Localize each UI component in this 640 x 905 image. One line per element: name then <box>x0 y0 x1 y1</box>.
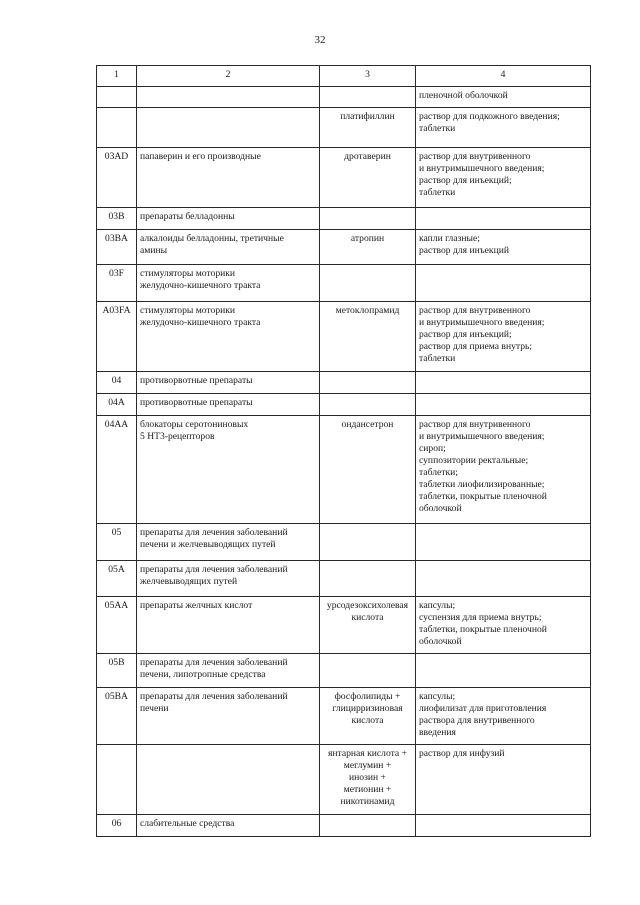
atc-code: 05AA <box>97 597 137 654</box>
dosage-forms: капсулы; суспензия для приема внутрь; таблетки, покрытые пленочной оболочкой <box>416 597 591 654</box>
group-name: папаверин и его производные <box>137 148 320 208</box>
table-row <box>97 230 591 265</box>
group-name: стимуляторы моторики желудочно-кишечного тракта <box>137 265 320 302</box>
substance-name <box>320 265 416 302</box>
column-header-1: 1 <box>97 66 137 87</box>
column-header-4: 4 <box>416 66 591 87</box>
page-number: 32 <box>314 34 326 46</box>
atc-code: 06 <box>97 815 137 837</box>
group-name: стимуляторы моторики желудочно-кишечного тракта <box>137 302 320 372</box>
dosage-forms <box>416 524 591 561</box>
atc-code: 03F <box>97 265 137 302</box>
substance-name <box>320 524 416 561</box>
dosage-forms <box>416 561 591 597</box>
column-header-3: 3 <box>320 66 416 87</box>
substance-name: атропин <box>320 230 416 265</box>
group-name: противорвотные препараты <box>137 372 320 394</box>
atc-code: 04AA <box>97 416 137 524</box>
dosage-forms <box>416 265 591 302</box>
dosage-forms: раствор для внутривенного и внутримышечного введения; раствор для инъекций; таблетки <box>416 148 591 208</box>
atc-code: 05 <box>97 524 137 561</box>
group-name: препараты для лечения заболеваний желчевыводящих путей <box>137 561 320 597</box>
dosage-forms <box>416 654 591 688</box>
dosage-forms: раствор для подкожного введения; таблетки <box>416 108 591 148</box>
table-row <box>97 208 591 230</box>
dosage-forms <box>416 208 591 230</box>
substance-name <box>320 561 416 597</box>
substance-name: метоклопрамид <box>320 302 416 372</box>
group-name <box>137 745 320 815</box>
dosage-forms: капсулы; лиофилизат для приготовления раствора для внутривенного введения <box>416 688 591 745</box>
substance-name: платифиллин <box>320 108 416 148</box>
group-name <box>137 108 320 148</box>
table-row <box>97 302 591 372</box>
table-row <box>97 561 591 597</box>
dosage-forms <box>416 394 591 416</box>
table-row <box>97 654 591 688</box>
table-row <box>97 372 591 394</box>
atc-code: 03B <box>97 208 137 230</box>
drug-table <box>96 65 591 837</box>
dosage-forms: раствор для внутривенного и внутримышечного введения; сироп; суппозитории ректальные; таблетки; таблетки лиофилизированные; таблетки, покрытые пленочной оболочкой <box>416 416 591 524</box>
atc-code: 03BA <box>97 230 137 265</box>
group-name: препараты для лечения заболеваний печени, липотропные средства <box>137 654 320 688</box>
group-name: препараты для лечения заболеваний печени и желчевыводящих путей <box>137 524 320 561</box>
atc-code: 03AD <box>97 148 137 208</box>
substance-name: ондансетрон <box>320 416 416 524</box>
table-row <box>97 688 591 745</box>
substance-name <box>320 394 416 416</box>
atc-code <box>97 108 137 148</box>
column-header-2: 2 <box>137 66 320 87</box>
table-row <box>97 108 591 148</box>
group-name: алкалоиды белладонны, третичные амины <box>137 230 320 265</box>
substance-name: янтарная кислота + меглумин + инозин + метионин + никотинамид <box>320 745 416 815</box>
group-name: препараты белладонны <box>137 208 320 230</box>
group-name: слабительные средства <box>137 815 320 837</box>
substance-name: урсодезоксихолевая кислота <box>320 597 416 654</box>
substance-name <box>320 815 416 837</box>
table-row <box>97 265 591 302</box>
atc-code: 05B <box>97 654 137 688</box>
table-row <box>97 416 591 524</box>
dosage-forms: раствор для внутривенного и внутримышечного введения; раствор для инъекций; раствор для приема внутрь; таблетки <box>416 302 591 372</box>
substance-name <box>320 208 416 230</box>
atc-code: 04 <box>97 372 137 394</box>
header-row <box>97 66 591 87</box>
substance-name <box>320 87 416 108</box>
substance-name <box>320 372 416 394</box>
group-name: препараты для лечения заболеваний печени <box>137 688 320 745</box>
atc-code: 05BA <box>97 688 137 745</box>
dosage-forms: капли глазные; раствор для инъекций <box>416 230 591 265</box>
dosage-forms <box>416 372 591 394</box>
atc-code: 04A <box>97 394 137 416</box>
table-row <box>97 394 591 416</box>
substance-name: дротаверин <box>320 148 416 208</box>
atc-code <box>97 745 137 815</box>
table-row <box>97 815 591 837</box>
atc-code: 05A <box>97 561 137 597</box>
group-name: препараты желчных кислот <box>137 597 320 654</box>
atc-code <box>97 87 137 108</box>
substance-name: фосфолипиды + глицирризиновая кислота <box>320 688 416 745</box>
dosage-forms: пленочной оболочкой <box>416 87 591 108</box>
table-row <box>97 87 591 108</box>
table-row <box>97 597 591 654</box>
group-name: блокаторы серотониновых 5 НТ3-рецепторов <box>137 416 320 524</box>
group-name <box>137 87 320 108</box>
table-row <box>97 745 591 815</box>
group-name: противорвотные препараты <box>137 394 320 416</box>
dosage-forms <box>416 815 591 837</box>
table-row <box>97 524 591 561</box>
atc-code: A03FA <box>97 302 137 372</box>
table-row <box>97 148 591 208</box>
dosage-forms: раствор для инфузий <box>416 745 591 815</box>
substance-name <box>320 654 416 688</box>
